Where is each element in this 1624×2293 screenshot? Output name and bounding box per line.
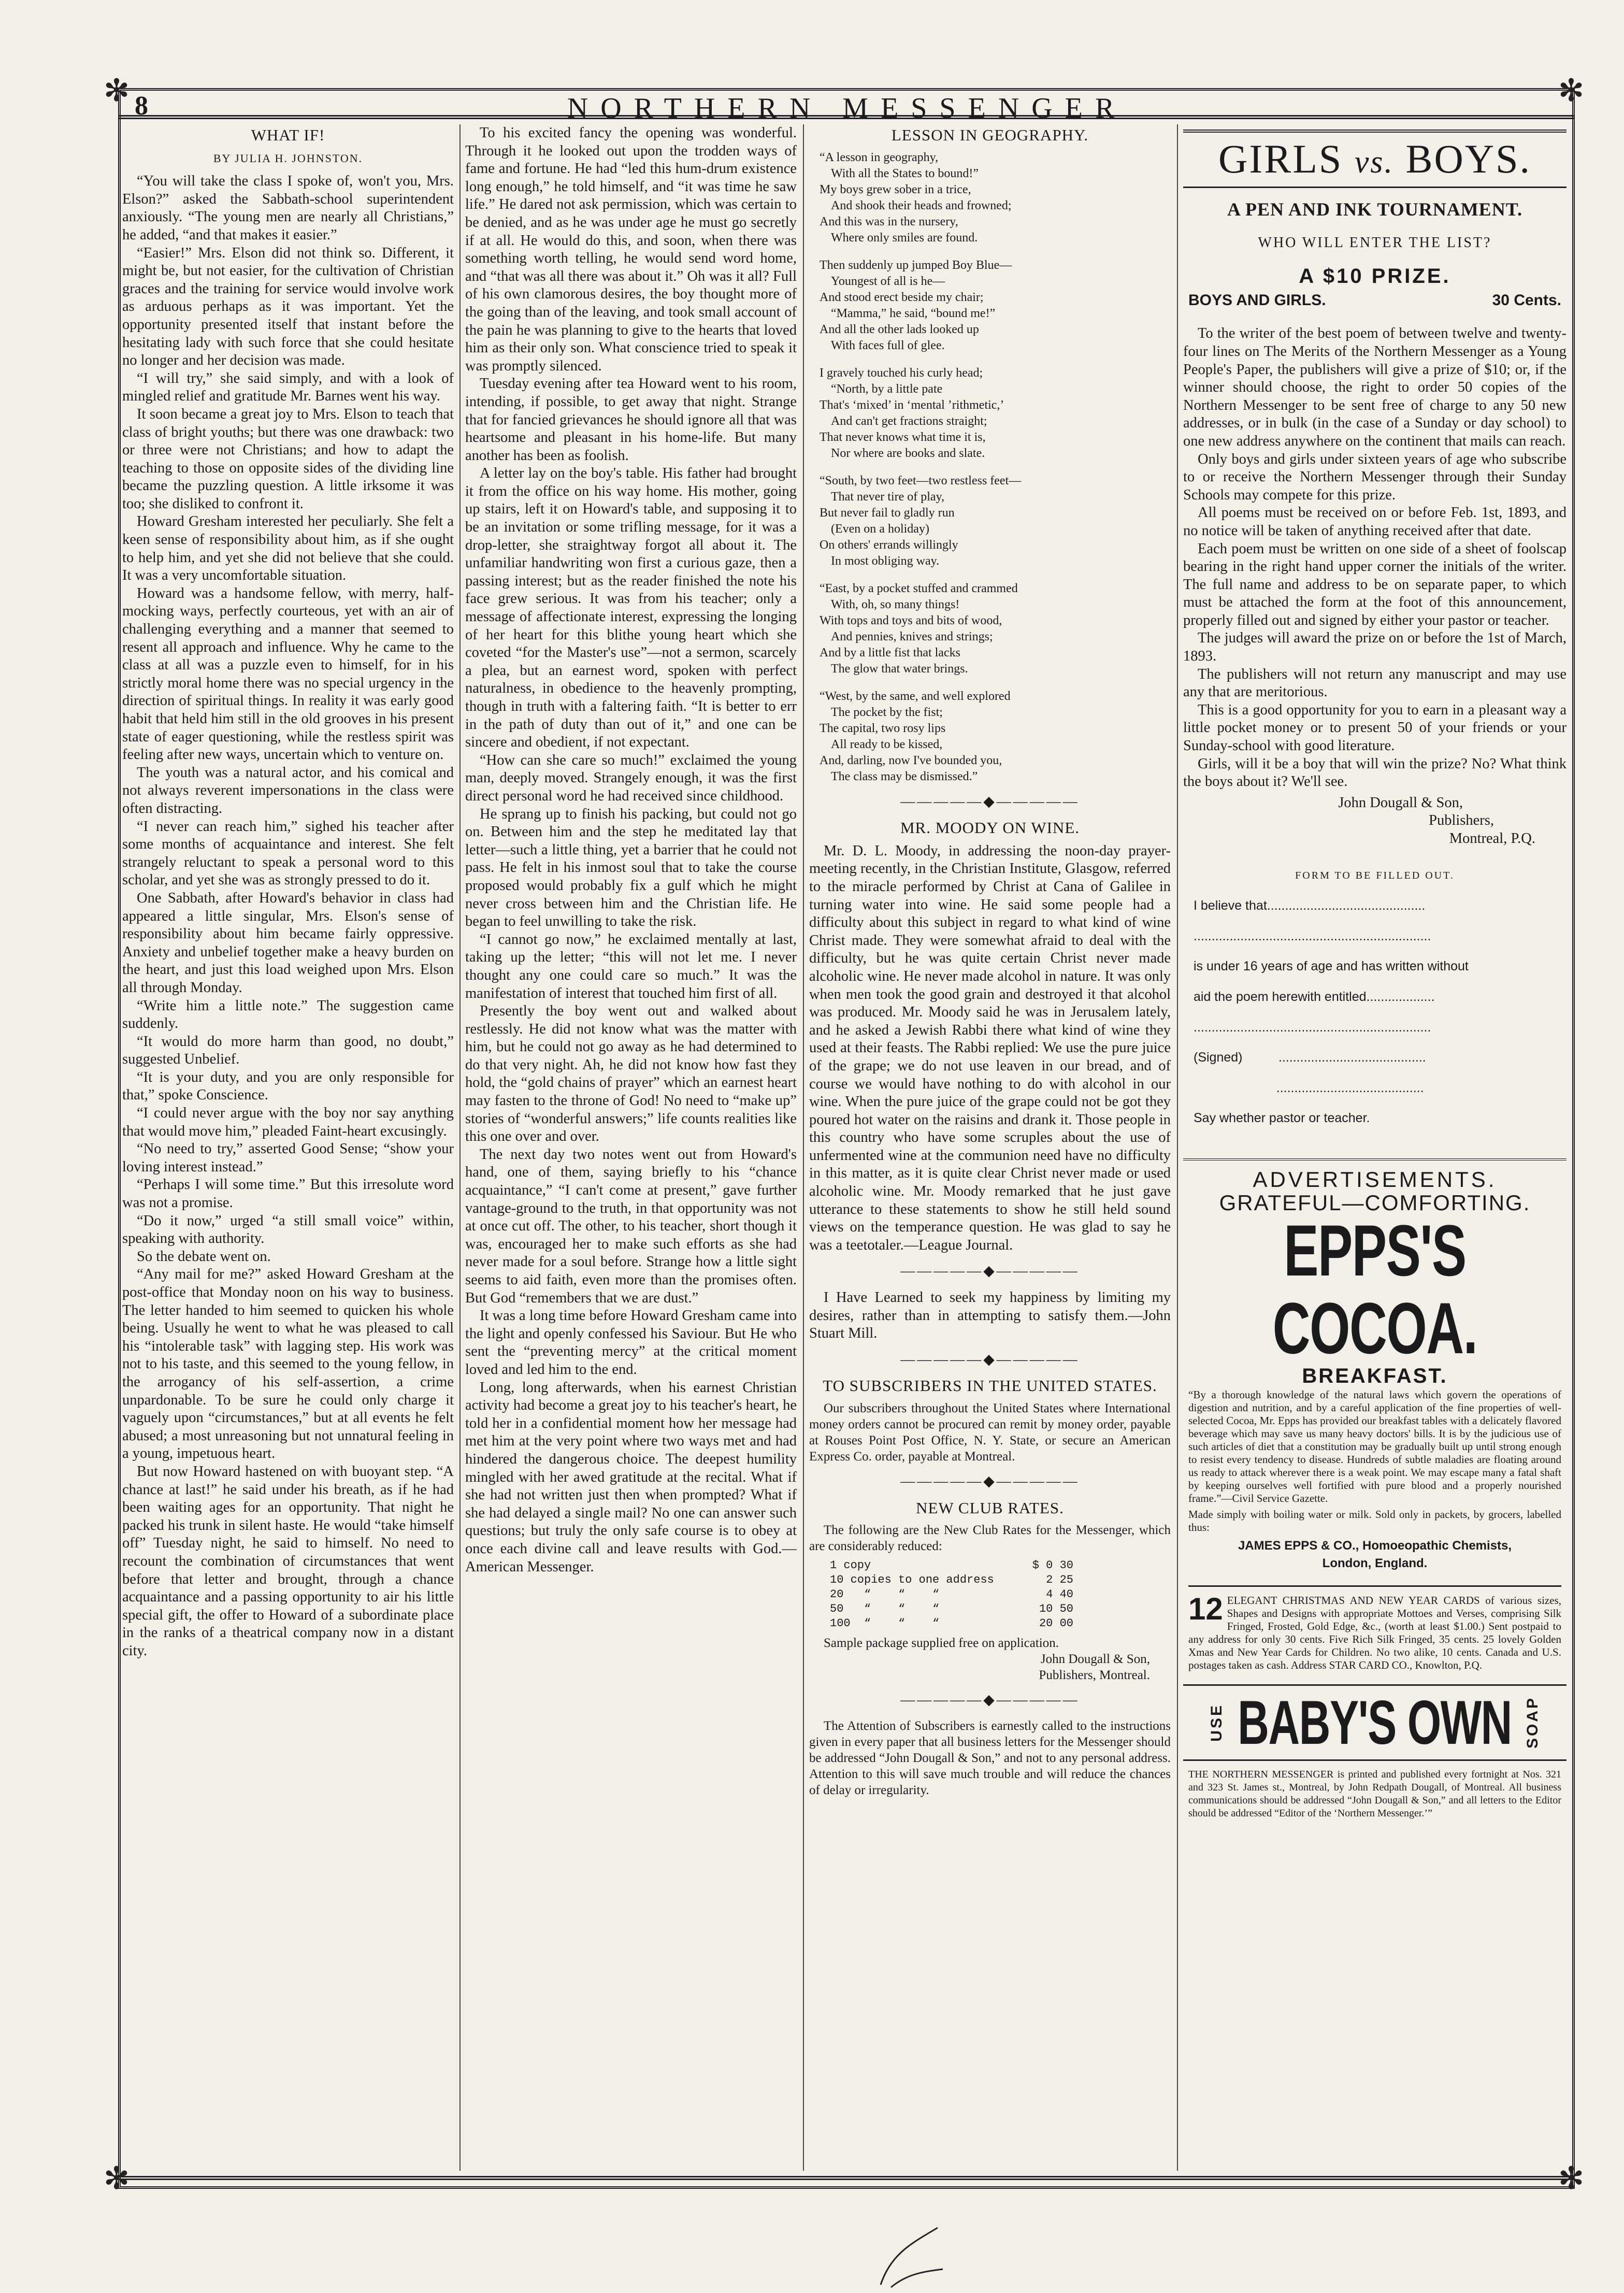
corner-ornament: ✻ [103,74,130,108]
sample-note: Sample package supplied free on application. [824,1636,1059,1651]
bottom-rule [118,2176,1575,2180]
contest-title-girls: GIRLS [1218,136,1343,181]
paragraph: It was a long time before Howard Gresham came into the light and openly confessed his Saviour. But He who sent the “preventing mercy” at the critical moment loved and led him to the end. [465,1308,797,1378]
paragraph: Tuesday evening after tea Howard went to his room, intending, if possible, to get away that night. Strange that for fancied grievances he should ignore all that was heartsome and pleasant in his home-life. But many another has been as foolish. [465,376,797,464]
publisher-name: John Dougall & Son, [1040,1652,1150,1667]
tournament-heading: A PEN AND INK TOURNAMENT. [1227,199,1523,220]
poem-line: With all the States to bound!” [831,166,979,180]
notice-title: TO SUBSCRIBERS IN THE UNITED STATES. [823,1377,1157,1395]
paragraph: To the writer of the best poem of between twelve and twenty-four lines on The Merits of the Northern Messenger as a Young People's Paper, the publishers will give a prize of $10; or, if the winner should choose, the right to order 50 copies of the Northern Messenger to be sent free of charge to any 50 new addresses, or in bulk (in the case of a Sunday or day school) to one new address anywhere on the continent that mails can reach. [1183,325,1566,449]
poem-line: “South, by two feet—two restless feet— [820,474,1022,488]
paragraph: “I could never argue with the boy nor say anything that would move him,” pleaded Faint-heart excusingly. [122,1105,454,1139]
rate-quantity: 10 copies to one address [830,1573,994,1587]
enter-heading: WHO WILL ENTER THE LIST? [1258,234,1492,251]
poem-body [820,150,1171,785]
section-divider: —————◆————— [900,1692,1080,1709]
article-text: Mr. D. L. Moody, in addressing the noon-day prayer-meeting recently, in the Christian Institute, Glasgow, referred to the miracle performed by Christ at Cana of Galilee in turning water into wine. He said some people had a difficulty about this subject in regard to what kind of wine Christ made. They were somewhat afraid to deal with the difficulty, but he was quite certain Christ never made alcoholic wine. He never made alcohol in nature. It was only when men took the good grain and destroyed it that alcohol was produced. Mr. Moody said he was in Jerusalem lately, and he asked a Jewish Rabbi there what kind of wine they used at their feasts. The Rabbi replied: We use the pure juice of the grape; we do not use leaven in our bread, and of course we would have nothing to do with alcohol in our wine. When the pure juice of the grape could not be got they poured hot water on the raisins and drank it. Those people in this country who have some scruples about the use of unfermented wine at the communion need have no difficulty in this matter, as it is quite clear Christ never made or used alcoholic wine. Mr. Moody remarked that he just gave utterance to these statements to show he still held sound views on the temperance question. He was glad to say he was a teetotaler.—League Journal. [809,842,1171,1253]
paragraph: It soon became a great joy to Mrs. Elson to teach that class of bright youths; but there was one drawback: two or three were not Christians; and how to adapt the teaching to those on opposite sides of the dividing line became the puzzling question. A little irksome it was too; she disliked to confront it. [122,406,454,512]
section-divider: —————◆————— [900,1351,1080,1368]
paragraph: A letter lay on the boy's table. His father had brought it from the office on his way home. His mother, going up stairs, left it on Howard's table, and supposing it to be an invitation or some trifling message, for it was a drop-letter, she straightway forgot all about it. The unfamiliar handwriting won first a curious gaze, then a passing interest; but as the reader finished the note his face grew serious. It was from his teacher; only a message of affectionate interest, expressing the longing of her heart for this blithe young heart which she coveted “for the Master's use”—not a sermon, scarcely a plea, but an earnest word, spoken with perfect naturalness, in obedience to the heavenly prompting, though in truth with a faltering faith. “It is better to err in the path of duty than out of it,” and one can be sincere and obedient, if not expectant. [465,465,797,751]
rates-intro: The following are the New Club Rates for the Messenger, which are considerably reduced: [809,1523,1171,1554]
paragraph: Presently the boy went out and walked about restlessly. He did not know what was the matter with him, but he could not go away as he had determined to do that very night. Ah, he did not know how fast they hold, the “gold chains of prayer” which an earnest heart may fasten to the throne of God! No need to “make up” stories of “wonderful answers;” life counts realities like this one over and over. [465,1003,797,1145]
poem-line: (Even on a holiday) [831,522,929,536]
epps-ad-note: Made simply with boiling water or milk. Sold only in packets, by grocers, labelled thus: [1188,1508,1561,1534]
paragraph: “No need to try,” asserted Good Sense; “show your loving interest instead.” [122,1141,454,1175]
poem-line: The capital, two rosy lips [820,721,946,735]
paragraph: “How can she care so much!” exclaimed the young man, deeply moved. Strangely enough, it was the first direct personal word he had received since childhood. [465,752,797,804]
epps-cocoa-logo: EPPS'S COCOA. [1272,1210,1477,1369]
paragraph: “I cannot go now,” he exclaimed mentally at last, taking up the letter; “this will not let me. I never thought any one could care so much.” It was the manifestation of interest that touched him first of all. [465,931,797,1001]
epps-city: London, England. [1322,1556,1428,1571]
form-line: I believe that............................................ [1194,898,1426,913]
page-header [124,91,1570,124]
notice-text: Our subscribers throughout the United States where International money orders cannot be procured can remit by money order, payable at Rouses Point Post Office, N. Y. State, or secure an American Express Co. order, payable at Montreal. [809,1401,1171,1464]
rate-price: 20 00 [1039,1617,1073,1630]
paragraph: Only boys and girls under sixteen years of age who subscribe to or receive the Northern Messenger through their Sunday Schools may compete for this prize. [1183,451,1566,503]
rate-row [830,1602,1073,1616]
contest-rules [1183,325,1566,791]
poem-line: And can't get fractions straight; [831,414,987,428]
poem-line: “North, by a little pate [831,382,943,396]
babys-own-soap-ad [1183,1684,1566,1761]
column-rule [1177,124,1178,2171]
epps-tagline: GRATEFUL—COMFORTING. [1219,1190,1531,1215]
rate-row [830,1573,1073,1587]
poem-line: Youngest of all is he— [831,274,945,288]
contest-title-boys: BOYS. [1405,136,1532,181]
baby-ad-title: BABY'S OWN [1238,1687,1512,1757]
corner-ornament: ✻ [103,2161,130,2196]
price-label: 30 Cents. [1492,291,1561,309]
paragraph: “Write him a little note.” The suggestion came suddenly. [122,997,454,1032]
paragraph: Howard Gresham interested her peculiarly. She felt a keen sense of responsibility about him, as if she ought to help him, and yet she did not believe that she could. It was a very uncomfortable situation. [122,513,454,584]
poem-line: And shook their heads and frowned; [831,198,1012,212]
article-body [122,173,454,1660]
paragraph: But now Howard hastened on with buoyant step. “A chance at last!” he said under his breath, as if he had been waiting ages for an opportunity. That night he packed his trunk in silent haste. He would “take himself off” Tuesday night, he said to himself. No need to recount the combination of circumstances that went before that letter and brought, through a chance acquaintance and a passing opportunity to air his little special gift, the offer to Howard of a subordinate place in the ranks of a theatrical company now in a distant city. [122,1463,454,1659]
quote-text: I Have Learned to seek my happiness by limiting my desires, rather than in attempting to satisfy them.—John Stuart Mill. [809,1289,1171,1342]
baby-ad-use: USE [1208,1703,1225,1742]
publisher-location: Montreal, P.Q. [1449,830,1535,847]
form-line: ......................................... [1194,1080,1424,1095]
paragraph: This is a good opportunity for you to earn in a pleasant way a little pocket money or to present 50 of your friends or your Sunday-school with good literature. [1183,701,1566,754]
article-byline: BY JULIA H. JOHNSTON. [213,151,363,165]
paragraph: Girls, will it be a boy that will win the prize? No? What think the boys about it? We'll see. [1183,755,1566,790]
poem-line: That never tire of play, [831,490,945,504]
prize-heading: A $10 PRIZE. [1299,265,1451,288]
poem-line: And all the other lads looked up [820,322,979,336]
contest-title [1183,130,1566,188]
stanza-break [820,246,1171,257]
poem-line: The glow that water brings. [831,662,968,676]
xmas-card-count: 12 [1188,1591,1223,1626]
stanza-break [820,462,1171,473]
entry-form [1183,897,1566,1127]
rate-quantity: 1 copy [830,1559,871,1572]
paragraph: “Do it now,” urged “a still small voice” within, speaking with authority. [122,1212,454,1247]
form-line: (Signed) ......................................... [1194,1050,1426,1065]
poem-line: And this was in the nursery, [820,214,958,228]
paragraph: “I never can reach him,” sighed his teacher after some months of acquaintance and interest. She felt strangely reluctant to speak a personal word to this scholar, and yet she was as strongly pressed to do it. [122,818,454,888]
rate-price: 10 50 [1039,1602,1073,1616]
paragraph: “It would do more harm than good, no doubt,” suggested Unbelief. [122,1033,454,1068]
paragraph: He sprang up to finish his packing, but could not go on. Between him and the step he meditated lay that letter—such a little thing, yet a barrier that he could not pass. He felt in his inmost soul that to take the course proposed would probably fix a gulf which he might never cross between him and the Christian life. He began to feel unwilling to take the risk. [465,806,797,930]
poem-line: Then suddenly up jumped Boy Blue— [820,258,1012,272]
paragraph: “Any mail for me?” asked Howard Gresham at the post-office that Monday noon on his way to business. The letter handed to him seemed to quicken his whole being. Usually he went to what he was pleased to call his “intolerable task” with lagging step. His work was not to his taste, and this seemed to the young fellow, in the arrogancy of his self-assertion, a crime unpardonable. To be sure he could only charge it vaguely upon “circumstances,” but at all events he felt abused; a most unreasoning but not unnatural feeling in a young, impetuous heart. [122,1266,454,1462]
poem-line: And by a little fist that lacks [820,646,960,660]
form-line: aid the poem herewith entitled................... [1194,989,1435,1004]
section-divider: —————◆————— [900,793,1080,810]
paragraph: So the debate went on. [137,1248,271,1265]
rates-table [830,1558,1171,1631]
corner-ornament: ✻ [1558,2161,1585,2196]
poem-line: With, oh, so many things! [831,597,960,611]
column-rule [459,124,461,2171]
price-row [1188,292,1561,310]
epps-ad-text: “By a thorough knowledge of the natural laws which govern the operations of digestion and nutrition, and by a careful application of the fine properties of well-selected Cocoa, Mr. Epps has provided our breakfast tables with a delicately flavored beverage which may save us many heavy doctors' bills. It is by the judicious use of such articles of diet that a constitution may be gradually built up until strong enough to resist every tendency to disease. Hundreds of subtle maladies are floating around us ready to attack wherever there is a weak point. We may escape many a fatal shaft by keeping ourselves well fortified with pure blood and a properly nourished frame.”—Civil Service Gazette. [1188,1388,1561,1504]
article-title: MR. MOODY ON WINE. [900,819,1080,837]
rates-title: NEW CLUB RATES. [916,1498,1064,1517]
rate-price: $ 0 30 [1032,1559,1073,1572]
advertisements-heading: ADVERTISEMENTS. [1183,1158,1566,1189]
section-divider: —————◆————— [900,1473,1080,1489]
poem-line: “West, by the same, and well explored [820,689,1011,703]
paragraph: The next day two notes went out from Howard's hand, one of them, saying briefly to his “chance acquaintance,” “I can't come at present,” gave further vantage-ground to the truth, in that opportunity was not at once cut off. The other, to his teacher, short though it was, encouraged her to make such efforts as she had never made for a soul before. Strange how a little sight seems to aid faith, even more than the promises often. But God “remembers that we are dust.” [465,1146,797,1306]
rate-quantity: 20 “ “ “ [830,1588,940,1601]
stanza-break [820,354,1171,365]
paragraph: Long, long afterwards, when his earnest Christian activity had become a great joy to his teacher's heart, he told her in a confidential moment how her message had met him at the very point where two ways met and had hindered the dangerous choice. The deepest humility mingled with her awed gratitude at the recital. What if she had not written just then when prompted? What if she had delayed a single mail? No one can answer such questions; but truly the only safe course is to obey at once each divine call and leave results with God.—American Messenger. [465,1379,797,1575]
pen-scrawl-mark [860,2223,964,2290]
form-line: is under 16 years of age and has written without [1194,959,1469,974]
stanza-break [820,677,1171,689]
poem-line: With faces full of glee. [831,338,945,352]
publisher-role: Publishers, [1429,812,1494,829]
paragraph: All poems must be received on or before Feb. 1st, 1893, and no notice will be taken of anything received after that date. [1183,505,1566,539]
poem-line: And, darling, now I've bounded you, [820,753,1002,767]
form-title: FORM TO BE FILLED OUT. [1295,869,1455,881]
rate-row [830,1616,1073,1631]
paragraph: Each poem must be written on one side of a sheet of foolscap bearing in the right hand upper corner the initials of the writer. The full name and address to be on separate paper, to which must be attached the form at the foot of this announcement, properly filled out and signed by either your pastor or teacher. [1183,540,1566,628]
article-body-continued [465,124,797,1576]
poem-line: That never knows what time it is, [820,430,986,444]
attention-notice: The Attention of Subscribers is earnestly called to the instructions given in every paper that all business letters for the Messenger should be addressed “John Dougall & Son,” and not to any personal address. Attention to this will save much trouble and will reduce the chances of delay or irregularity. [809,1718,1171,1797]
poem-line: With tops and toys and bits of wood, [820,613,1002,627]
xmas-card-text: ELEGANT CHRISTMAS AND NEW YEAR CARDS of various sizes, Shapes and Designs with appropriate Mottoes and Verses, comprising Silk Fringed, Frosted, Gold Edge, &c., (worth at least $1.00.) Sent postpaid to any address for only 30 cents. Five Rich Silk Fringed, 35 cents. 25 lovely Golden Xmas and New Year Cards for Children. No two alike, 10 cents. Canada and U.S. postages taken as cash. Address STAR CARD CO., Knowlton, P.Q. [1188,1594,1561,1671]
paragraph: To his excited fancy the opening was wonderful. Through it he looked out upon the trodden ways of fame and fortune. He had “led this hum-drum existence long enough,” he told himself, and “it was time he saw life.” He dared not ask permission, which was certain to be denied, and as he was under age he must go secretly if at all. He would do this, and soon, when there was something worth telling, he would send word home, and “that was all there was about it.” Oh was it all? Full of his own clamorous desires, the boy thought more of the going than of the leaving, and took small account of the pain he was planning to give to the hearts that loved him as their only son. What conscience tried to speak it was promptly silenced. [465,125,797,374]
poem-line: I gravely touched his curly head; [820,366,983,380]
column-2 [465,124,797,2171]
baby-ad-soap: SOAP [1524,1696,1541,1749]
poem-line: On others' errands willingly [820,538,958,552]
paragraph: “Perhaps I will some time.” But this irresolute word was not a promise. [122,1177,454,1211]
article-title: WHAT IF! [251,126,325,144]
publisher-name: John Dougall & Son, [1338,794,1463,811]
rate-quantity: 100 “ “ “ [830,1617,940,1630]
poem-line: And stood erect beside my chair; [820,290,984,304]
poem-line: The pocket by the fist; [831,705,943,719]
rate-price: 4 40 [1046,1588,1073,1601]
epps-breakfast: BREAKFAST. [1302,1365,1448,1388]
paragraph: The judges will award the prize on or before the 1st of March, 1893. [1183,630,1566,665]
epps-address: JAMES EPPS & CO., Homoeopathic Chemists, [1238,1538,1512,1553]
paragraph: Howard was a handsome fellow, with merry, half-mocking ways, perfectly courteous, yet with an air of challenging everything and a manner that seemed to resent all approach and influence. Why he came to the class at all was a puzzle even to himself, for in his strictly moral home there was no special urgency in the direction of spiritual things. In reality it was early good habit that held him still in the old grooves in his present state of eager questioning, while the restless spirit was feeling after new ways, uncertain which to venture on. [122,585,454,763]
form-line: .................................................................. [1194,928,1431,943]
corner-ornament: ✻ [1558,74,1585,108]
newspaper-title: NORTHERN MESSENGER [567,92,1127,124]
poem-line: In most obliging way. [831,554,940,568]
poem-line: All ready to be kissed, [831,737,943,751]
form-line: .................................................................. [1194,1020,1431,1035]
audience-label: BOYS AND GIRLS. [1188,291,1326,309]
column-3 [809,124,1171,2171]
publisher-location: Publishers, Montreal. [1039,1668,1150,1683]
page-number: 8 [135,91,148,121]
contest-title-vs: vs. [1354,145,1394,180]
paragraph: The publishers will not return any manuscript and may use any that are meritorious. [1183,666,1566,700]
rate-quantity: 50 “ “ “ [830,1602,940,1616]
paragraph: One Sabbath, after Howard's behavior in class had appeared a little singular, Mrs. Elson's sense of responsibility about him became fairly oppressive. Anxiety and unbelief together make a heavy burden on the heart, and just this load weighed upon Mrs. Elson all through Monday. [122,890,454,996]
column-4 [1183,124,1566,2171]
paragraph: “It is your duty, and you are only responsible for that,” spoke Conscience. [122,1069,454,1103]
poem-line: “Mamma,” he said, “bound me!” [831,306,996,320]
poem-line: That's ‘mixed’ in ‘mental ’rithmetic,’ [820,398,1004,412]
poem-line: My boys grew sober in a trice, [820,182,971,196]
stanza-break [820,569,1171,581]
section-divider: —————◆————— [900,1263,1080,1280]
poem-line: “East, by a pocket stuffed and crammed [820,581,1018,595]
rate-row [830,1587,1073,1602]
column-rule [803,124,804,2171]
xmas-card-ad [1188,1585,1561,1672]
paragraph: The youth was a natural actor, and his comical and not always reverent impersonations in the class were often distracting. [122,764,454,816]
paragraph: “You will take the class I spoke of, won't you, Mrs. Elson?” asked the Sabbath-school superintendent anxiously. “The young men are nearly all Christians,” he added, “and that makes it easier.” [122,173,454,243]
poem-line: But never fail to gladly run [820,506,955,520]
poem-line: Where only smiles are found. [831,231,978,245]
column-1 [122,124,454,2171]
rate-price: 2 25 [1046,1573,1073,1587]
poem-line: “A lesson in geography, [820,150,939,164]
rate-row [830,1558,1073,1573]
form-line: Say whether pastor or teacher. [1194,1111,1370,1126]
poem-line: Nor where are books and slate. [831,446,985,460]
paragraph: “I will try,” she said simply, and with a look of mingled relief and gratitude Mr. Barnes went his way. [122,370,454,405]
poem-line: And pennies, knives and strings; [831,629,993,643]
poem-title: LESSON IN GEOGRAPHY. [891,126,1089,144]
poem-line: The class may be dismissed.” [831,769,978,783]
publication-imprint: THE NORTHERN MESSENGER is printed and published every fortnight at Nos. 321 and 323 St. James st., Montreal, by John Redpath Dougall, of Montreal. All business communications should be addressed “John Dougall & Son,” and all letters to the Editor should be addressed “Editor of the ‘Northern Messenger.’” [1188,1768,1561,1819]
paragraph: “Easier!” Mrs. Elson did not think so. Different, it might be, but not easier, for the cultivation of Christian graces and the training for service would involve work as arduous perhaps as it was important. Yet the opportunity presented itself that instant before the hesitating lady with such force that she could hesitate no longer and her decision was made. [122,245,454,369]
